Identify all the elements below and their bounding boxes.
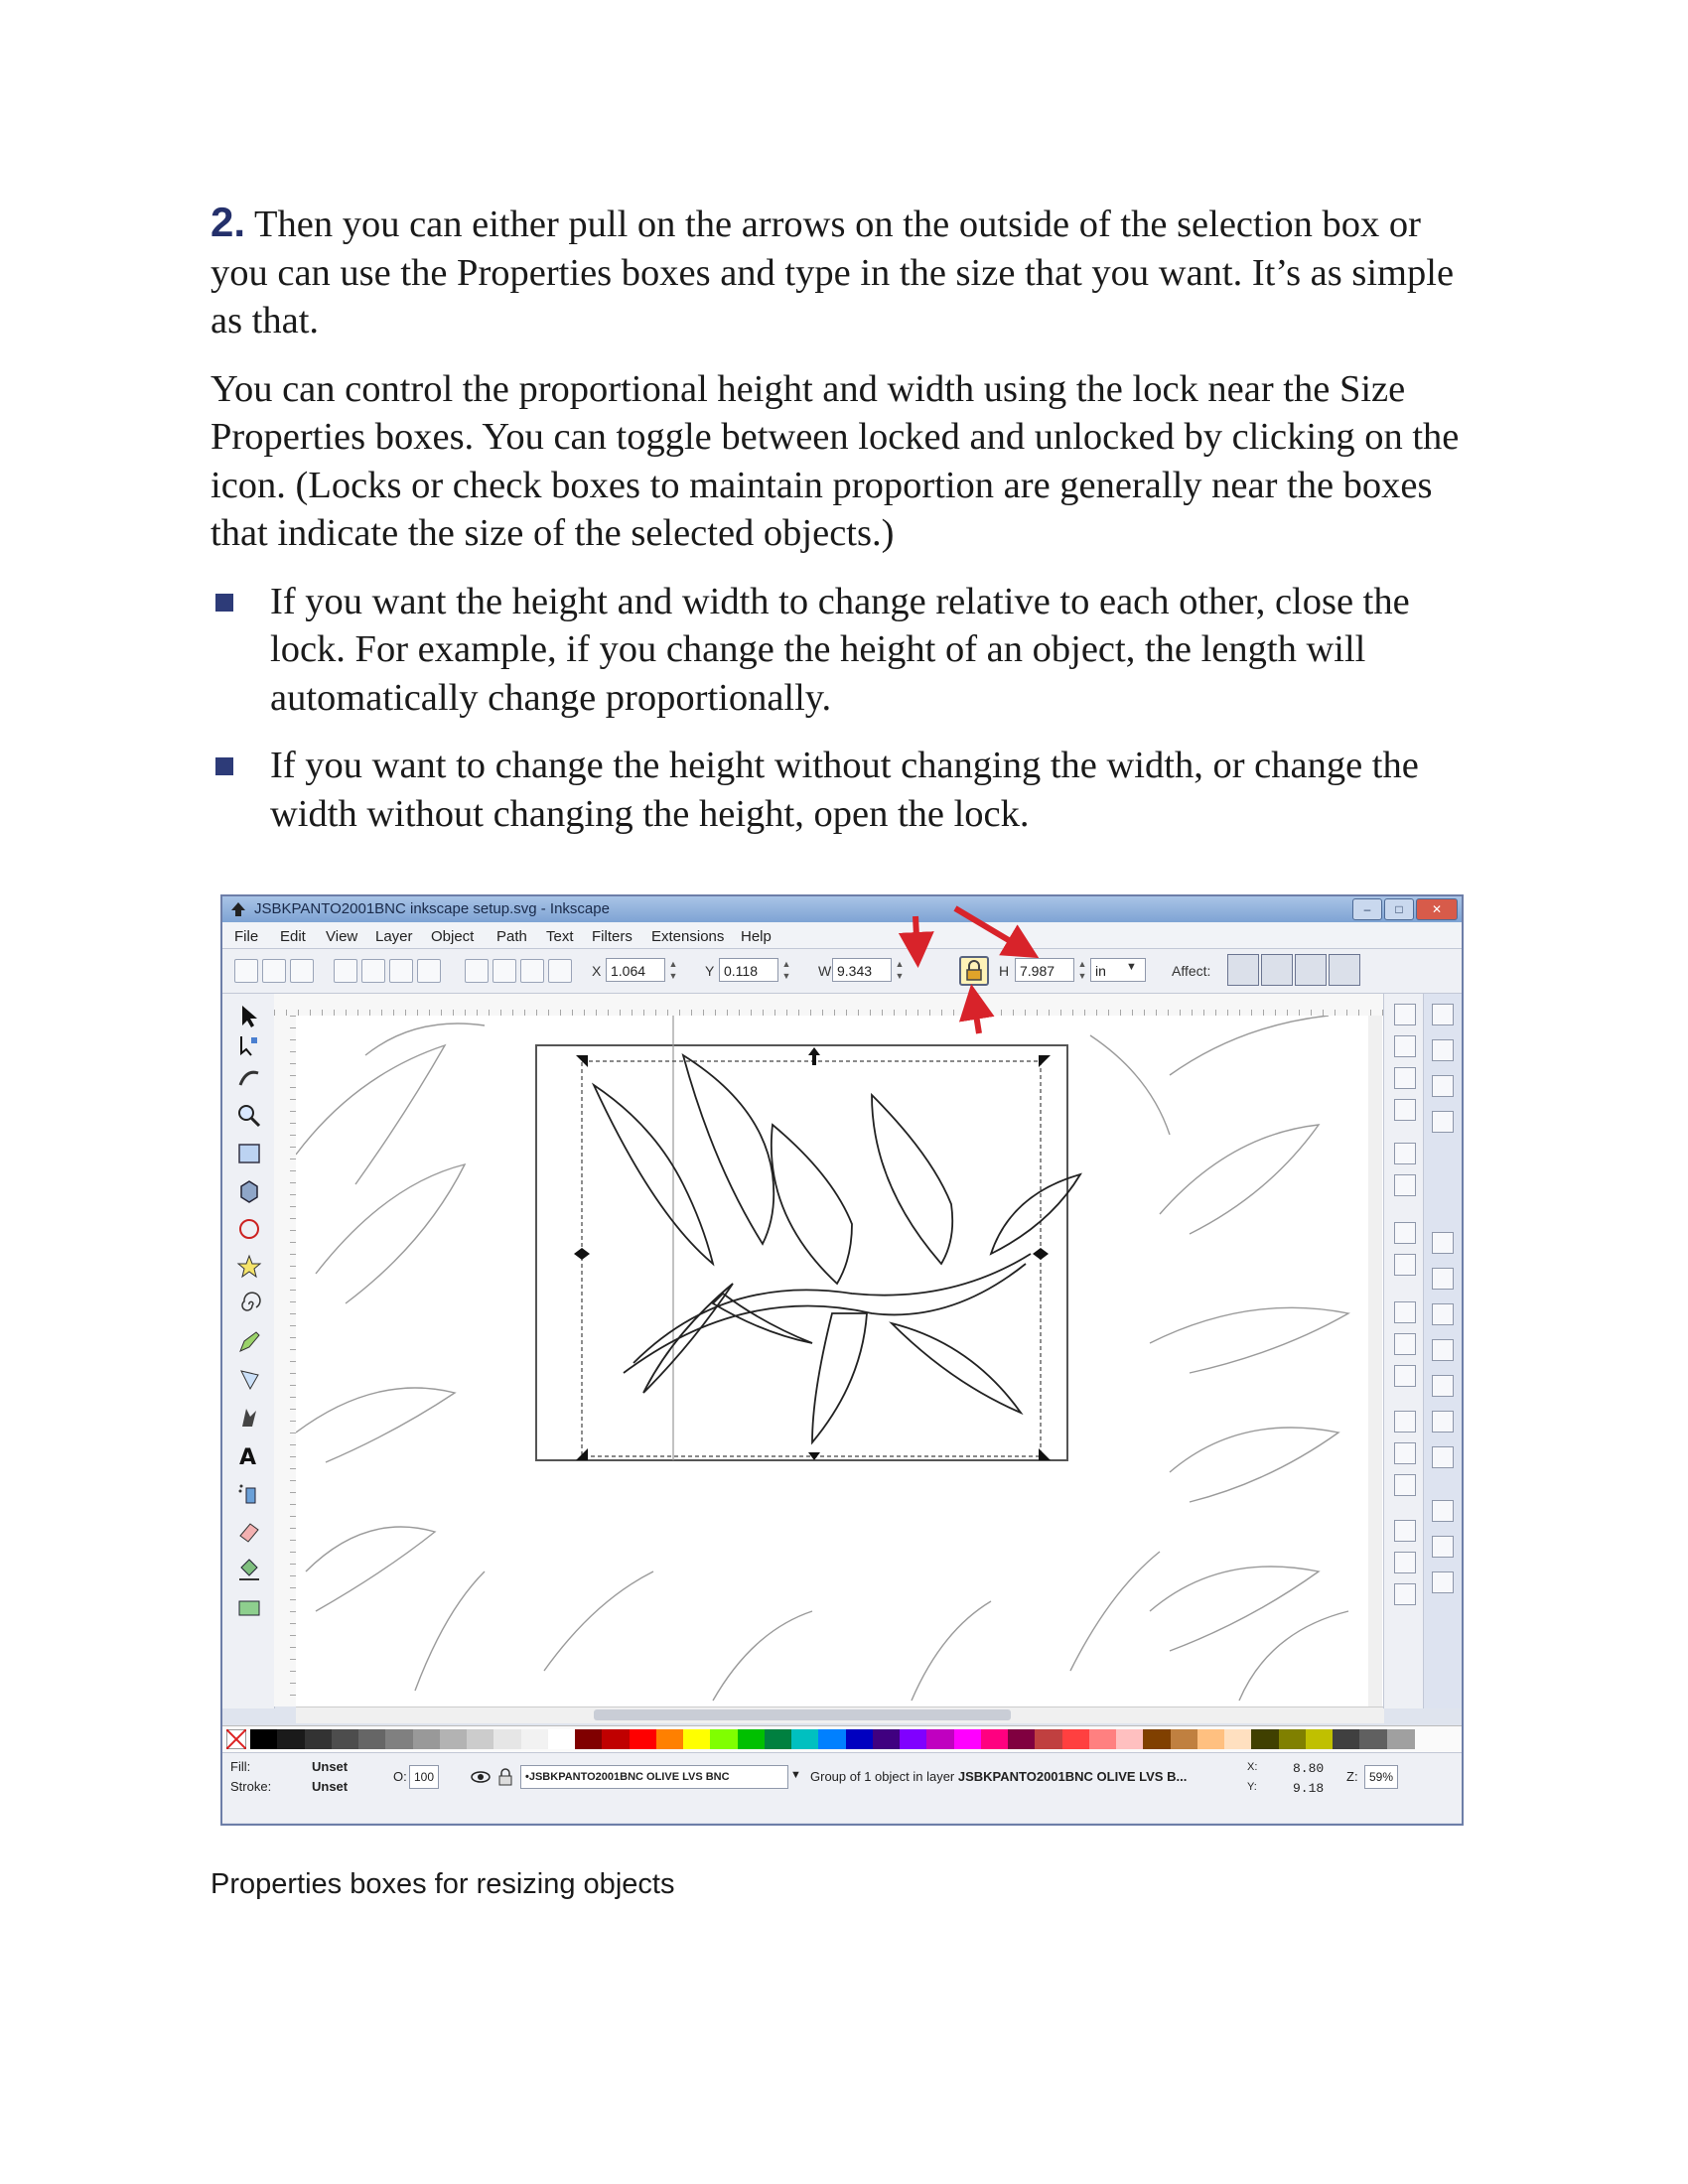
- step-text: Then you can either pull on the arrows on the outside of the selection box or you can use the Properties boxes and type in the size that you want. It’s as simple as that.: [211, 204, 1455, 341]
- opacity-label: O:: [393, 1769, 407, 1784]
- arrow-to-width-icon: [915, 916, 917, 956]
- y-spinner-icon[interactable]: ▲ ▼: [781, 959, 791, 981]
- opacity-input[interactable]: 100: [409, 1765, 439, 1789]
- bullet-square-icon: [215, 594, 233, 612]
- close-button[interactable]: ✕: [1416, 898, 1458, 920]
- menu-file[interactable]: File: [234, 928, 259, 945]
- affect-label: Affect:: [1172, 963, 1211, 979]
- window-title: JSBKPANTO2001BNC inkscape setup.svg - Inkscape: [254, 900, 610, 917]
- x-spinner-icon[interactable]: ▲ ▼: [668, 959, 678, 981]
- lock-explanation-paragraph: You can control the proportional height and width using the lock near the Size Properties boxes. You can toggle between locked and unlocked by clicking on the icon. (Locks or check boxes to maintain proportion are generally near the boxes that indicate the size of the selected objects.): [211, 367, 1460, 554]
- width-spinner-icon[interactable]: ▲ ▼: [895, 959, 905, 981]
- menu-extensions[interactable]: Extensions: [651, 928, 725, 945]
- svg-text:A: A: [239, 1445, 257, 1468]
- x-input[interactable]: 1.064: [606, 958, 665, 982]
- stroke-label: Stroke:: [230, 1779, 272, 1794]
- maximize-button[interactable]: □: [1384, 898, 1414, 920]
- article-body: [211, 199, 1472, 858]
- inkscape-screenshot: [220, 894, 1464, 1826]
- bullet-item: [211, 578, 1472, 723]
- bullet-text: If you want to change the height without changing the width, or change the width without changing the height, open the lock.: [270, 745, 1419, 835]
- step-paragraph: [211, 199, 1472, 345]
- status-message-layer: JSBKPANTO2001BNC OLIVE LVS B...: [957, 1769, 1188, 1784]
- menu-edit[interactable]: Edit: [280, 928, 306, 945]
- stroke-value[interactable]: Unset: [312, 1779, 349, 1794]
- y-label: Y: [705, 963, 715, 979]
- bullet-item: [211, 742, 1472, 838]
- bullet-square-icon: [215, 757, 233, 775]
- cursor-x-value: 8.80: [1293, 1761, 1325, 1776]
- current-layer-select[interactable]: •JSBKPANTO2001BNC OLIVE LVS BNC: [520, 1765, 788, 1789]
- h-label: H: [999, 963, 1010, 979]
- menu-help[interactable]: Help: [741, 928, 772, 945]
- bullet-text: If you want the height and width to change relative to each other, close the lock. For example, if you change the height of an object, the length will automatically change proportionally.: [270, 580, 1410, 719]
- arrow-to-lock-icon: [973, 996, 979, 1033]
- menu-text[interactable]: Text: [546, 928, 574, 945]
- menu-object[interactable]: Object: [431, 928, 475, 945]
- unit-dropdown-icon[interactable]: ▼: [1126, 961, 1137, 973]
- fill-value[interactable]: Unset: [312, 1759, 349, 1774]
- figure-caption: Properties boxes for resizing objects: [211, 1868, 675, 1900]
- height-input[interactable]: 7.987: [1015, 958, 1074, 982]
- x-label: X: [592, 963, 602, 979]
- cursor-x-label: X:: [1247, 1761, 1258, 1773]
- fill-label: Fill:: [230, 1759, 251, 1774]
- unit-select[interactable]: in: [1090, 958, 1146, 982]
- y-input[interactable]: 0.118: [719, 958, 778, 982]
- menu-layer[interactable]: Layer: [375, 928, 413, 945]
- step-number: 2.: [211, 199, 246, 245]
- annotation-arrows: [222, 896, 1462, 1824]
- w-label: W: [818, 963, 832, 979]
- minimize-button[interactable]: –: [1352, 898, 1382, 920]
- zoom-label: Z:: [1346, 1769, 1358, 1784]
- menu-filters[interactable]: Filters: [592, 928, 633, 945]
- layer-dropdown-icon[interactable]: ▼: [790, 1769, 801, 1781]
- menu-view[interactable]: View: [326, 928, 358, 945]
- bullet-list: [211, 578, 1472, 839]
- menu-path[interactable]: Path: [496, 928, 527, 945]
- width-input[interactable]: 9.343: [832, 958, 892, 982]
- zoom-input[interactable]: 59%: [1364, 1765, 1398, 1789]
- cursor-y-value: 9.18: [1293, 1781, 1325, 1796]
- cursor-y-label: Y:: [1247, 1781, 1257, 1793]
- status-message-prefix: Group of 1 object in layer: [810, 1769, 958, 1784]
- height-spinner-icon[interactable]: ▲ ▼: [1077, 959, 1087, 981]
- arrow-to-height-icon: [955, 908, 1029, 952]
